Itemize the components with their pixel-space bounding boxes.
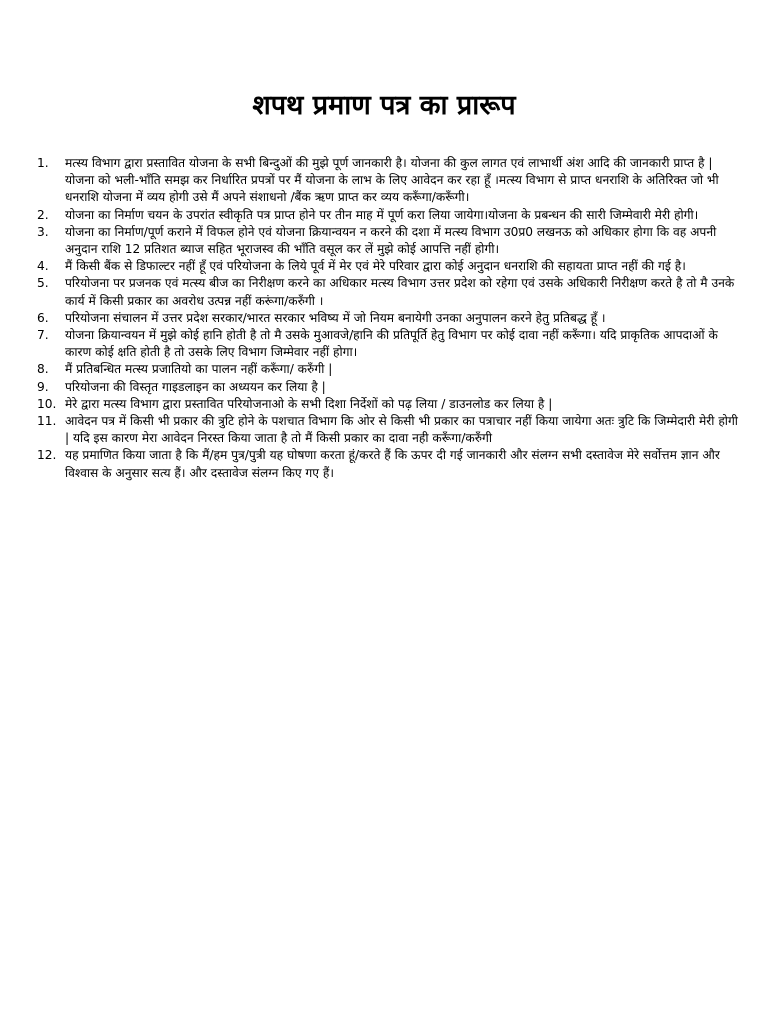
clause-number: 11. [37,414,57,429]
clause-item [28,310,740,327]
clause-item [28,379,740,396]
clause-text: परियोजना की विस्तृत गाइडलाइन का अध्ययन कर लिया है | [65,379,326,394]
clause-text: आवेदन पत्र में किसी भी प्रकार की त्रुटि होने के पशचात विभाग कि ओर से किसी भी प्रकार का पत्राचार नहीं किया जायेगा अतः त्रुटि कि जिम्मेदारी मेरी होगी | यदि इस कारण मेरा आवेदन निरस्त किया जाता है तो मैं किसी प्रकार का दावा नही करूँगा/करुँगी [65,414,738,446]
clause-item [28,258,740,275]
clause-text: योजना क्रियान्वयन में मुझे कोई हानि होती है तो मै उसके मुआवजे/हानि की प्रतिपूर्ति हेतु विभाग पर कोई दावा नहीं करूँगा। यदि प्राकृतिक आपदाओं के कारण कोई क्षति होती है तो उसके लिए विभाग जिम्मेवार नहीं होगा। [65,328,718,360]
clause-number: 8. [37,362,49,377]
clause-text: मेरे द्वारा मत्स्य विभाग द्वारा प्रस्तावित परियोजनाओ के सभी दिशा निर्देशों को पढ़ लिया / डाउनलोड कर लिया है | [65,396,553,411]
clause-item [28,413,740,447]
clause-text: मैं प्रतिबन्धित मत्स्य प्रजातियो का पालन नहीं करूँगा/ करुँगी | [65,362,333,377]
clause-text: योजना का निर्माण/पूर्ण कराने में विफल होने एवं योजना क्रियान्वयन न करने की दशा में मत्स्य विभाग उ0प्र0 लखनऊ को अधिकार होगा कि वह अपनी अनुदान राशि 12 प्रतिशत ब्याज सहित भूराजस्व की भाँति वसूल कर लें मुझे कोई आपत्ति नहीं होगी। [65,224,717,257]
clause-item [28,155,740,207]
clause-number: 7. [37,328,49,343]
clause-text: मत्स्य विभाग द्वारा प्रस्तावित योजना के सभी बिन्दुओं की मुझे पूर्ण जानकारी है। योजना की कुल लागत एवं लाभार्थी अंश आदि की जानकारी प्राप्त है | योजना को भली-भाँति समझ कर निर्धारित प्रपत्रों पर मैं योजना के लाभ के लिए आवेदन कर रहा हूँ ।मत्स्य विभाग से प्राप्त धनराशि के अतिरिक्त जो भी धनराशि योजना में व्यय होगी उसे मैं अपने संशाधनो /बैंक ऋण प्राप्त कर व्यय करूँगा/करूँगी। [65,156,719,205]
clause-text: परियोजना संचालन में उत्तर प्रदेश सरकार/भारत सरकार भविष्य में जो नियम बनायेगी उनका अनुपालन करने हेतु प्रतिबद्ध हूँ । [65,310,606,325]
affidavit-clause-list [28,155,740,482]
clause-number: 5. [37,276,49,291]
document-title: शपथ प्रमाण पत्र का प्रारूप [252,90,516,121]
clause-item [28,361,740,378]
clause-number: 9. [37,379,49,394]
clause-number: 1. [37,156,49,170]
clause-text: मैं किसी बैंक से डिफाल्टर नहीं हूँ एवं परियोजना के लिये पूर्व में मेर एवं मेरे परिवार द्वारा कोई अनुदान धनराशि की सहायता प्राप्त नहीं की गई है। [65,259,686,274]
clause-text: यह प्रमाणित किया जाता है कि मैं/हम पुत्र/पुत्री यह घोषणा करता हूं/करते हैं कि ऊपर दी गई जानकारी और संलग्न सभी दस्तावेज मेरे सर्वोत्तम ज्ञान और विश्वास के अनुसार सत्य हैं। और दस्तावेज संलग्न किए गए हैं। [65,448,720,480]
clause-item [28,207,740,224]
clause-number: 12. [37,448,57,463]
clause-item [28,224,740,258]
clause-number: 10. [37,396,57,411]
clause-text: परियोजना पर प्रजनक एवं मत्स्य बीज का निरीक्षण करने का अधिकार मत्स्य विभाग उत्तर प्रदेश को रहेगा एवं उसके अधिकारी निरीक्षण करते है तो मै उनके कार्य में किसी प्रकार का अवरोध उत्पन्न नहीं करूंगा/करुँगी । [65,276,735,308]
clause-item [28,327,740,361]
clause-number: 4. [37,259,49,274]
clause-item [28,396,740,413]
clause-number: 6. [37,310,49,325]
clause-number: 3. [37,224,49,239]
clause-item [28,275,740,309]
clause-number: 2. [37,207,49,222]
clause-text: योजना का निर्माण चयन के उपरांत स्वीकृति पत्र प्राप्त होने पर तीन माह में पूर्ण करा लिया जायेगा।योजना के प्रबन्धन की सारी जिम्मेवारी मेरी होगी। [65,207,699,222]
clause-item [28,447,740,481]
